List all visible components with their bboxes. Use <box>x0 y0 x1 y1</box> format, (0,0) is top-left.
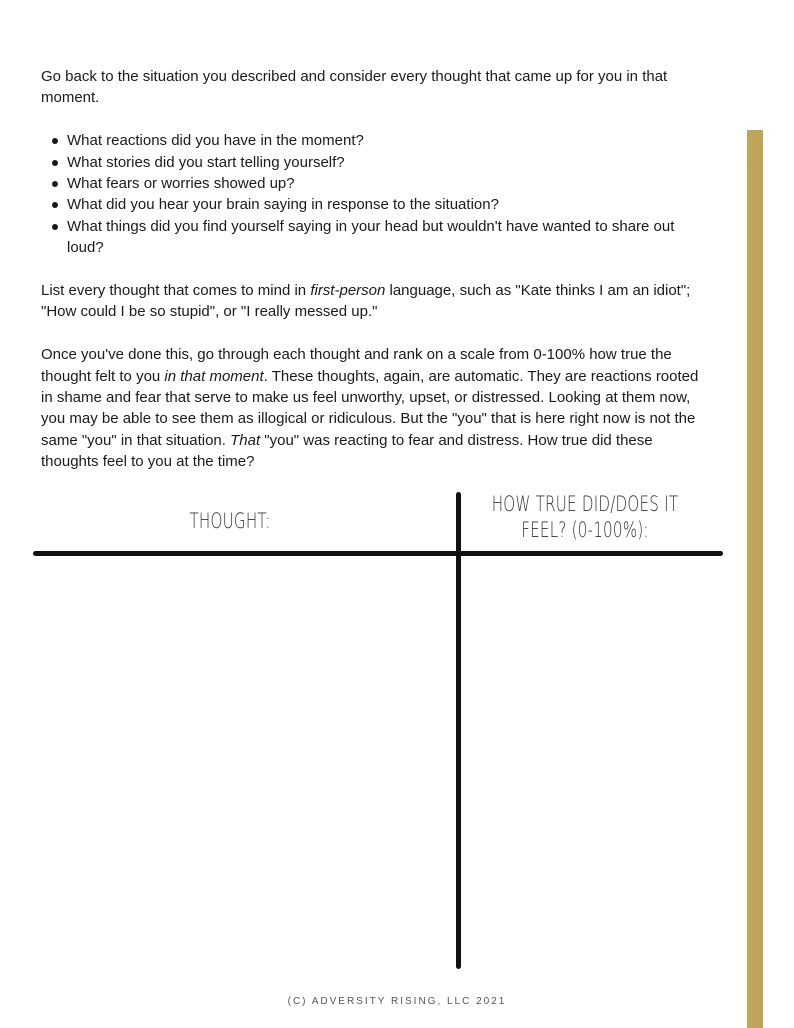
truth-header-line-1: HOW TRUE DID/DOES IT <box>491 492 679 516</box>
list-item: What things did you find yourself saying in your head but wouldn't have wanted to share out loud? <box>67 216 711 259</box>
truth-rating-column-header <box>481 491 690 543</box>
list-item: What did you hear your brain saying in response to the situation? <box>67 194 711 215</box>
text-span: Once you've done this, go through each thought and rank on a scale from 0-100% how true the thought felt to you <box>41 346 672 385</box>
list-item: What stories did you start telling yourself? <box>67 152 711 173</box>
copyright-footer: (C) ADVERSITY RISING, LLC 2021 <box>287 996 507 1007</box>
accent-side-bar <box>747 130 763 1028</box>
list-thoughts-paragraph <box>41 280 711 323</box>
intro-paragraph: Go back to the situation you described and consider every thought that came up for you in that moment. <box>41 68 668 107</box>
instructions-section <box>41 66 711 473</box>
list-item: What fears or worries showed up? <box>67 173 711 194</box>
truth-header-line-2: FEEL? (0-100%): <box>521 518 649 542</box>
emphasis-text: first-person <box>310 282 386 300</box>
text-span: language, such as "Kate thinks I am an idiot"; "How could I be so stupid", or "I really messed up." <box>41 282 691 321</box>
text-span: . These thoughts, again, are automatic. They are reactions rooted in shame and fear that serve to make us feel unworthy, upset, or distressed. Looking at them now, you may be able to see them as illogical or ridiculous. But the "you" that is here right now is not the same "you" in that situation. <box>41 367 699 449</box>
prompt-list <box>41 130 711 258</box>
thought-column-header: THOUGHT: <box>189 509 271 533</box>
list-item: What reactions did you have in the moment? <box>67 130 711 151</box>
t-chart-vertical-line <box>456 492 461 969</box>
emphasis-text: That <box>230 431 261 449</box>
t-chart-horizontal-line <box>33 551 723 556</box>
rank-thoughts-paragraph <box>41 344 711 472</box>
text-span: List every thought that comes to mind in <box>41 282 311 300</box>
emphasis-text: in that moment <box>164 367 264 385</box>
text-span: "you" was reacting to fear and distress. How true did these thoughts feel to you at the time? <box>41 431 653 471</box>
